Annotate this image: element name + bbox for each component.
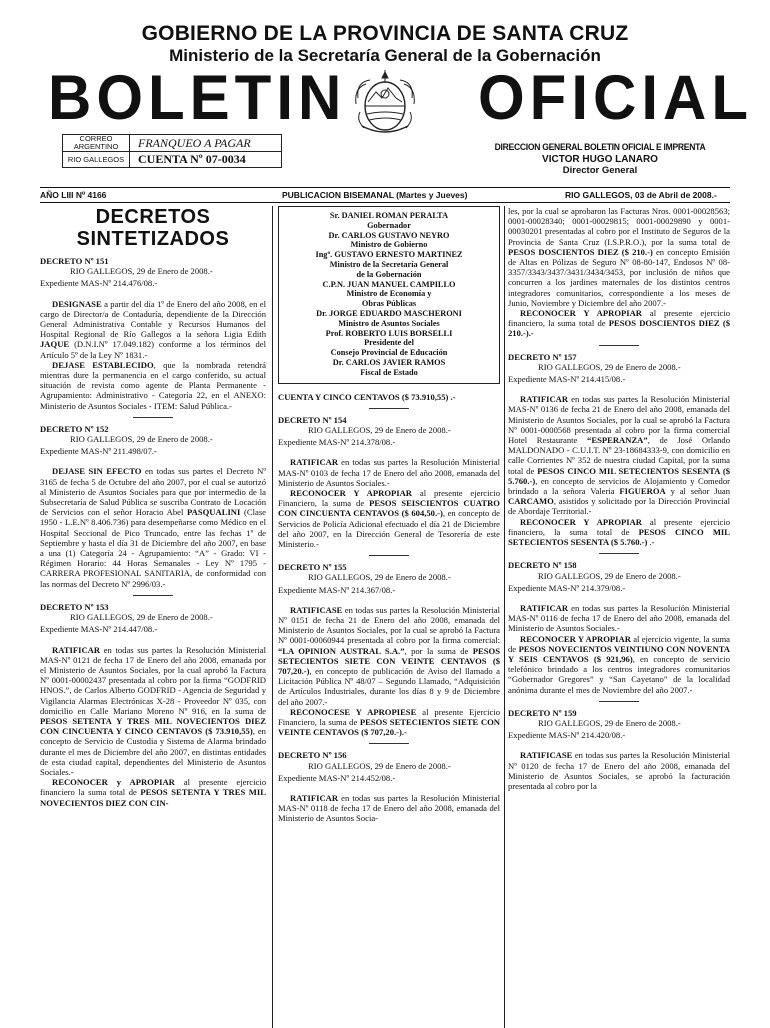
government-heading: GOBIERNO DE LA PROVINCIA DE SANTA CRUZ — [141, 22, 629, 45]
authority-line: Ministro de Gobierno — [350, 240, 428, 250]
title-oficial: OFICIAL — [478, 62, 753, 133]
authority-line: Fiscal de Estado — [360, 367, 418, 377]
franqueo-label: FRANQUEO A PAGAR — [130, 135, 282, 152]
decree-152-body: DEJASE SIN EFECTO en todas sus partes el Decreto Nº 3165 de fecha 5 de Octubre del año 2007, por el cual se autorizó al Ministerio de Asuntos Sociales para que por intermedio de la Subsecretaría de Salud Pública se suscriba Contrato de Locación de Servicios con el señor Horacio Abel PASQUALINI (Clase 1950 - L.E.Nº 8.406.736) para desempeñarse como Médico en el Hospital Seccional de Pico Truncado, entre las fechas 1º de Septiembre y hasta el día 31 de Diciembre del año 2007, en base a una (1) Categoría 24 - Agrupamiento: “A” - Grado: VI - Régimen Horario: 44 Horas Semanales - Ley Nº 1795 - CARRERA PROFESIONAL SANITARIA, de conformidad con las normas del Decreto Nº 2996/03.- — [40, 466, 266, 589]
column-divider-1 — [272, 206, 273, 1028]
decree-152-expediente: Expediente MAS-Nº 211.498/07.- — [40, 446, 157, 457]
separator — [369, 743, 409, 744]
authority-line: Dr. CARLOS JAVIER RAMOS — [332, 357, 446, 367]
direction-block — [470, 142, 730, 176]
decree-151-date: RIO GALLEGOS, 29 de Enero de 2008.- — [70, 266, 213, 277]
decree-157-body-2: RECONOCER Y APROPIAR al presente ejercicio financiero, la suma total de PESOS CINCO MIL SETECIENTOS SESENTA ($ 5.760.-) .- — [508, 516, 731, 548]
separator — [133, 595, 173, 596]
separator — [133, 417, 173, 418]
separator — [599, 553, 639, 554]
decree-156-expediente: Expediente MAS-Nº 214.452/08.- — [278, 772, 396, 783]
decree-159-date: RIO GALLEGOS, 29 de Enero de 2008.- — [538, 717, 681, 728]
issue-number: AÑO LIII Nº 4166 — [40, 190, 107, 200]
decree-158-expediente: Expediente MAS-Nº 214.379/08.- — [508, 582, 626, 593]
decree-159-heading: DECRETO Nº 159 — [508, 707, 577, 718]
decree-155-body: RATIFICASE en todas sus partes la Resolución Ministerial Nº 0151 de fecha 21 de Enero del año 2008, emanada del Ministerio de Asuntos Sociales, por la cual se aprobó la Factura Nº 0001-00060944 presentada al cobro por la firma comercial: “LA OPINION AUSTRAL S.A.”, por la suma de PESOS SETECIENTOS SIETE CON VEINTE CENTAVOS ($ 707,20.-), en concepto de publicación de Aviso del llamado a Licitación Pública Nº 48/07 – Segundo Llamado, “Adquisición de Artículos Industriales, durante los días 8 y 9 de Diciembre del año 2007.- — [278, 604, 500, 707]
authority-line: Ministro de Asuntos Sociales — [338, 318, 440, 328]
decree-152-date: RIO GALLEGOS, 29 de Enero de 2008.- — [70, 434, 213, 445]
direction-name: DIRECCION GENERAL BOLETIN OFICIAL E IMPRENTA — [494, 142, 706, 152]
decree-157-body: RATIFICAR en todas sus partes la Resolución Ministerial MAS-Nº 0136 de fecha 21 de Enero del año 2008, emanada del Ministerio de Asuntos Sociales, por la cual se aprobó la Factura Nº 0001-0000568 presentada al cobro por la firma comercial Hotel Restaurante “ESPERANZA”, de José Orlando MALDONADO - C.U.I.T. Nº 23-18684333-9, con domicilio en calle Corrientes Nº 352 de nuestra ciudad Capital, por la suma total de PESOS CINCO MIL SETECIENTOS SESENTA ($ 5.760.-), en concepto de servicios de Alojamiento y Comedor brindado a la señora Valeria FIGUEROA y al señor Juan CARCAMO, asistidos y solicitado por la Dirección Provincial de Abordaje Territorial.- — [508, 394, 730, 517]
column-divider-2 — [504, 206, 505, 1028]
decree-152-heading: DECRETO Nº 152 — [40, 423, 109, 434]
authority-line: Dr. JORGE EDUARDO MASCHERONI — [316, 308, 462, 318]
decree-151-body-2: DEJASE ESTABLECIDO, que la nombrada retendrá mientras dure la permanencia en el cargo conferido, su actual situación de revista como agente de Planta Permanente - Agrupamiento: Administrativo - Categoría 22, en el ANEXO: Ministerio de Asuntos Sociales - ITEM: Salud Pública.- — [40, 359, 266, 411]
correo-label: CORREO ARGENTINO — [63, 135, 130, 152]
decree-156-continuation: les, por la cual se aprobaron las Facturas Nros. 0001-00028563; 0001-00028340; 0001-00029815; 0001-00029890 y 0001-00030201 presentadas al cobro por el Instituto de Seguros de la Provincia de Santa Cruz (I.S.P.R.O.), por la suma total de PESOS DOSCIENTOS DIEZ ($ 210.-) en concepto Emisión de Altas en Pólizas de Seguro Nº 08-80-147, Endosos Nº 08-3357/3343/3437/3431/3434/3453, por inclusión de niños que concurren a los jardines maternales de los distintos centros integradores comunitarios, correspondiente a los meses de Junio, Noviembre y Diciembre del año 2007.- — [508, 206, 730, 308]
authority-line: Ministro de la Secretaría General — [329, 259, 449, 269]
rio-gallegos-label: RIO GALLEGOS — [63, 152, 130, 168]
authority-line: Ingº. GUSTAVO ERNESTO MARTINEZ — [315, 250, 463, 260]
section-title-1: DECRETOS — [95, 206, 211, 228]
decree-158-body: RATIFICAR en todas sus partes la Resolución Ministerial MAS-Nº 0116 de fecha 17 de Enero del año 2008, emanada del Ministerio de Asuntos Sociales.- — [508, 602, 730, 634]
decree-151-expediente: Expediente MAS-Nº 214.476/08.- — [40, 278, 158, 289]
separator — [369, 555, 409, 556]
separator — [369, 408, 409, 409]
decree-155-expediente: Expediente MAS-Nº 214.367/08.- — [278, 584, 396, 595]
decree-153-body: RATIFICAR en todas sus partes la Resolución Ministerial MAS-Nº 0121 de fecha 17 de Enero del año 2008, emanada por el Ministerio de Asuntos Sociales, por la cual aprobó la Factura Nº 0001-00002437 presentada al cobro por la firma “GODFRID HNOS.”, de Carlos Alberto GODFRID - Agencia de Seguridad y Vigilancia Alarmas Electrónicas X-28 - Proveedor Nº 035, con domicilio en Calle Mariano Moreno Nº 916, en la suma de PESOS SETENTA Y TRES MIL NOVECIENTOS DIEZ CON CINCUENTA Y CINCO CENTAVOS ($ 73.910,55), en concepto de Servicio de Custodia y Sistema de Alarma brindado durante el mes de Diciembre del año 2007, en distintas entidades de esta ciudad capital, dependientes del Ministerio de Asuntos Sociales.- — [40, 644, 266, 777]
authority-line: de la Gobernación — [356, 269, 422, 279]
authority-line: C.P.N. JUAN MANUEL CAMPILLO — [322, 279, 456, 289]
title-boletin: BOLETIN — [48, 62, 347, 133]
top-rule — [40, 187, 730, 188]
decree-159-expediente: Expediente MAS-Nº 214.420/08.- — [508, 730, 626, 741]
decree-157-heading: DECRETO Nº 157 — [508, 351, 577, 362]
issue-date: RIO GALLEGOS, 03 de Abril de 2008.- — [565, 190, 717, 200]
decree-153-heading: DECRETO Nº 153 — [40, 601, 109, 612]
decree-155-date: RIO GALLEGOS, 29 de Enero de 2008.- — [308, 572, 451, 583]
decree-151-body: DESIGNASE a partir del día 1º de Enero del año 2008, en el cargo de Director/a de Contaduría, dependiente de la Dirección General Administrativa Contable y Recursos Humanos del Hospital Regional de Río Gallegos a la señora Ligia Edith JAQUE (D.N.I.Nº 17.049.182) conforme a los términos del Artículo 5º de la Ley Nº 1831.- — [40, 298, 266, 360]
decree-158-date: RIO GALLEGOS, 29 de Enero de 2008.- — [538, 570, 681, 581]
postage-table — [62, 134, 282, 168]
authority-line: Sr. DANIEL ROMAN PERALTA — [329, 211, 449, 220]
decree-156-continuation-2: RECONOCER Y APROPIAR al presente ejercicio financiero, la suma total de PESOS DOSCIENTOS DIEZ ($ 210.-).- — [508, 308, 731, 339]
authorities-box — [278, 206, 500, 384]
decree-157-expediente: Expediente MAS-Nº 214.415/08.- — [508, 374, 626, 385]
director-name: VICTOR HUGO LANARO — [542, 154, 658, 165]
column-1 — [40, 206, 266, 808]
decree-156-date: RIO GALLEGOS, 29 de Enero de 2008.- — [308, 760, 451, 771]
separator — [599, 345, 639, 346]
cuenta-label: CUENTA Nº 07-0034 — [130, 152, 282, 168]
authority-line: Presidente del — [364, 338, 414, 348]
section-title-2: SINTETIZADOS — [76, 228, 230, 250]
authority-line: Gobernador — [367, 220, 411, 230]
decree-154-body-2: RECONOCER Y APROPIAR al presente ejercicio Financiero, la suma de PESOS SEISCIENTOS CUATRO CON CINCUENTA CENTAVOS ($ 604,50.-), en concepto de Servicios de Policía Adicional efectuado el día 21 de Diciembre del año 2007, en la Dirección General de Tesorería de este Ministerio.- — [278, 487, 501, 549]
ministry-heading: Ministerio de la Secretaría General de la Gobernación — [169, 46, 601, 65]
decree-153-body-2: RECONOCER y APROPIAR al presente ejercicio financiero la suma total de PESOS SETENTA Y TRES MIL NOVECIENTOS DIEZ CON CIN- — [40, 777, 266, 808]
authority-line: Dr. CARLOS GUSTAVO NEYRO — [328, 230, 450, 240]
decree-151-heading: DECRETO Nº 151 — [40, 256, 109, 266]
director-title: Director General — [562, 165, 638, 176]
decree-156-body: RATIFICAR en todas sus partes la Resolución Ministerial MAS-Nº 0118 de fecha 17 de Enero del año 2008, emanada del Ministerio de Asuntos Socia- — [278, 793, 500, 824]
decree-154-expediente: Expediente MAS-Nº 214.378/08.- — [278, 437, 396, 448]
decree-158-heading: DECRETO Nº 158 — [508, 560, 577, 571]
decree-153-date: RIO GALLEGOS, 29 de Enero de 2008.- — [70, 612, 213, 623]
authority-line: Prof. ROBERTO LUIS BORSELLI — [325, 328, 453, 338]
authority-line: Obras Públicas — [361, 299, 417, 309]
authority-line: Ministro de Economía y — [346, 289, 432, 299]
decree-157-date: RIO GALLEGOS, 29 de Enero de 2008.- — [538, 361, 681, 372]
separator — [599, 701, 639, 702]
decree-155-body-2: RECONOCESE Y APROPIESE al presente Ejercicio Financiero, la suma de PESOS SETECIENTOS SIETE CON VEINTE CENTAVOS ($ 707,20.-).- — [278, 706, 500, 738]
decree-159-body: RATIFICASE en todas sus partes la Resolución Ministerial Nº 0120 de fecha 17 de Enero del año 2008, emanada del Ministerio de Asuntos Sociales, se aprobó la facturación presentada al cobro por la — [508, 750, 730, 791]
decree-158-body-2: RECONOCER Y APROPIAR al ejercicio vigente, la suma de PESOS NOVECIENTOS VEINTIUNO CON NOVENTA Y SEIS CENTAVOS ($ 921,96), en concepto de servicio telefónico brindado a los centros integradores comunitarios “Gobernador Gregores” y “San Cayetano” de la localidad anónima durante el mes de Noviembre del año 2007.- — [508, 633, 731, 695]
column-2 — [278, 206, 500, 824]
decree-154-heading: DECRETO Nº 154 — [278, 414, 347, 425]
decree-154-body: RATIFICAR en todas sus partes la Resolución Ministerial MAS-Nº 0103 de fecha 17 de Enero del año 2008, emanada del Ministerio de Asuntos Sociales.- — [278, 457, 500, 488]
meta-rule — [40, 202, 730, 203]
decree-155-heading: DECRETO Nº 155 — [278, 562, 347, 573]
decree-153-continuation: CUENTA Y CINCO CENTAVOS ($ 73.910,55) .- — [278, 391, 456, 402]
decree-156-heading: DECRETO Nº 156 — [278, 750, 347, 761]
authority-line: Consejo Provincial de Educación — [330, 348, 448, 358]
publication-frequency: PUBLICACION BISEMANAL (Martes y Jueves) — [282, 190, 468, 200]
decree-153-expediente: Expediente MAS-Nº 214.447/08.- — [40, 624, 158, 635]
column-3 — [508, 206, 730, 791]
decree-154-date: RIO GALLEGOS, 29 de Enero de 2008.- — [308, 424, 451, 435]
provincial-seal-icon — [352, 68, 418, 138]
